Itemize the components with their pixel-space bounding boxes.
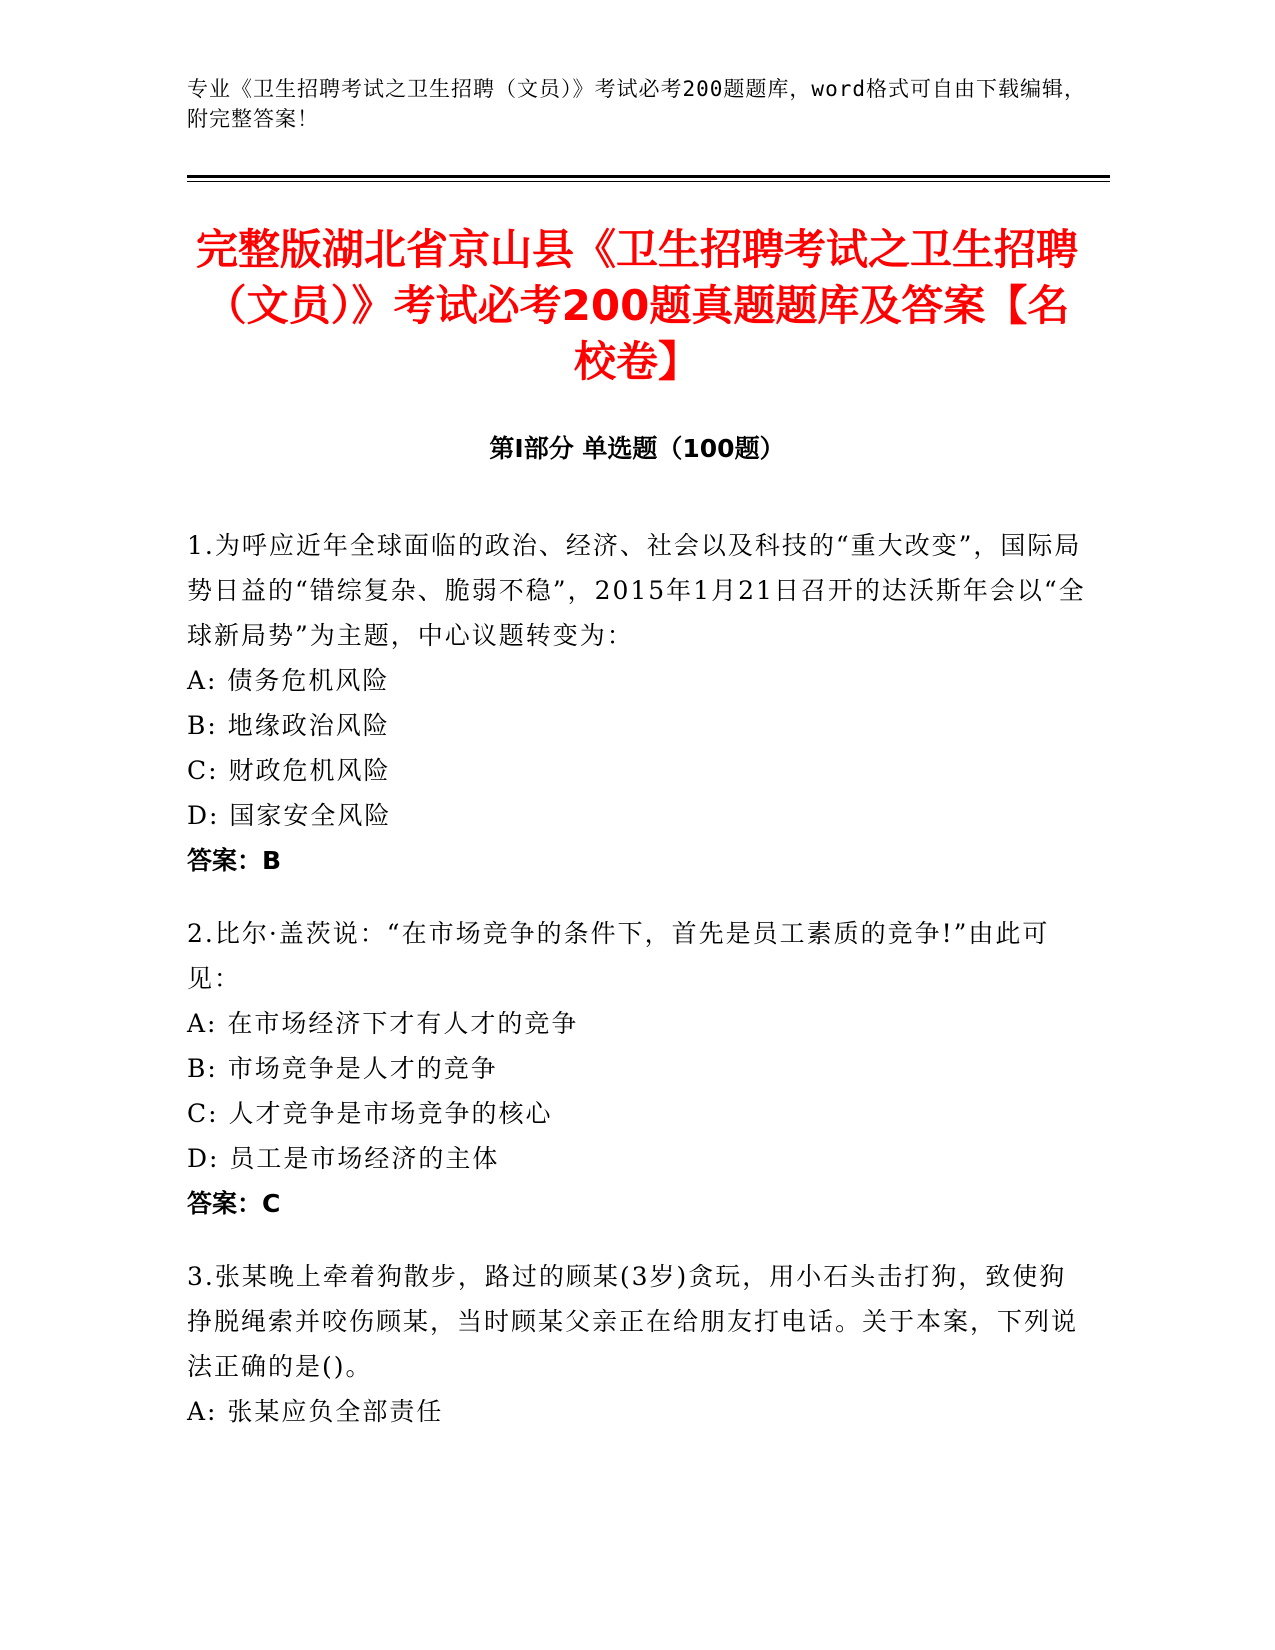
answer: 答案：C bbox=[187, 1189, 281, 1218]
option-c: C: 人才竞争是市场竞争的核心 bbox=[187, 1099, 553, 1128]
question-stem: 2.比尔·盖茨说：“在市场竞争的条件下，首先是员工素质的竞争!”由此可见： bbox=[187, 919, 1050, 993]
option-a: A: 债务危机风险 bbox=[187, 666, 390, 695]
question-2 bbox=[187, 911, 1087, 1226]
question-1 bbox=[187, 523, 1087, 883]
option-c: C: 财政危机风险 bbox=[187, 756, 391, 785]
option-b: B: 地缘政治风险 bbox=[187, 711, 390, 740]
option-d: D: 员工是市场经济的主体 bbox=[187, 1144, 500, 1173]
option-a: A: 在市场经济下才有人才的竞争 bbox=[187, 1009, 579, 1038]
header-rule-thin bbox=[187, 181, 1110, 182]
question-3 bbox=[187, 1254, 1087, 1434]
option-d: D: 国家安全风险 bbox=[187, 801, 392, 830]
option-b: B: 市场竞争是人才的竞争 bbox=[187, 1054, 498, 1083]
option-a: A: 张某应负全部责任 bbox=[187, 1397, 444, 1426]
header-rule-thick bbox=[187, 175, 1110, 178]
header-note: 专业《卫生招聘考试之卫生招聘（文员）》考试必考200题题库，word格式可自由下载编辑，附完整答案！ bbox=[187, 77, 1086, 131]
question-stem: 3.张某晚上牵着狗散步，路过的顾某(3岁)贪玩，用小石头击打狗，致使狗挣脱绳索并咬伤顾某，当时顾某父亲正在给朋友打电话。关于本案，下列说法正确的是()。 bbox=[187, 1262, 1079, 1381]
question-stem: 1.为呼应近年全球面临的政治、经济、社会以及科技的“重大改变”，国际局势日益的“错综复杂、脆弱不稳”，2015年1月21日召开的达沃斯年会以“全球新局势”为主题，中心议题转变为： bbox=[187, 531, 1086, 650]
document-title: 完整版湖北省京山县《卫生招聘考试之卫生招聘（文员）》考试必考200题真题题库及答案【名校卷】 bbox=[195, 225, 1078, 386]
question-list bbox=[187, 523, 1087, 1462]
answer: 答案：B bbox=[187, 846, 282, 875]
section-title: 第I部分 单选题（100题） bbox=[489, 434, 785, 463]
